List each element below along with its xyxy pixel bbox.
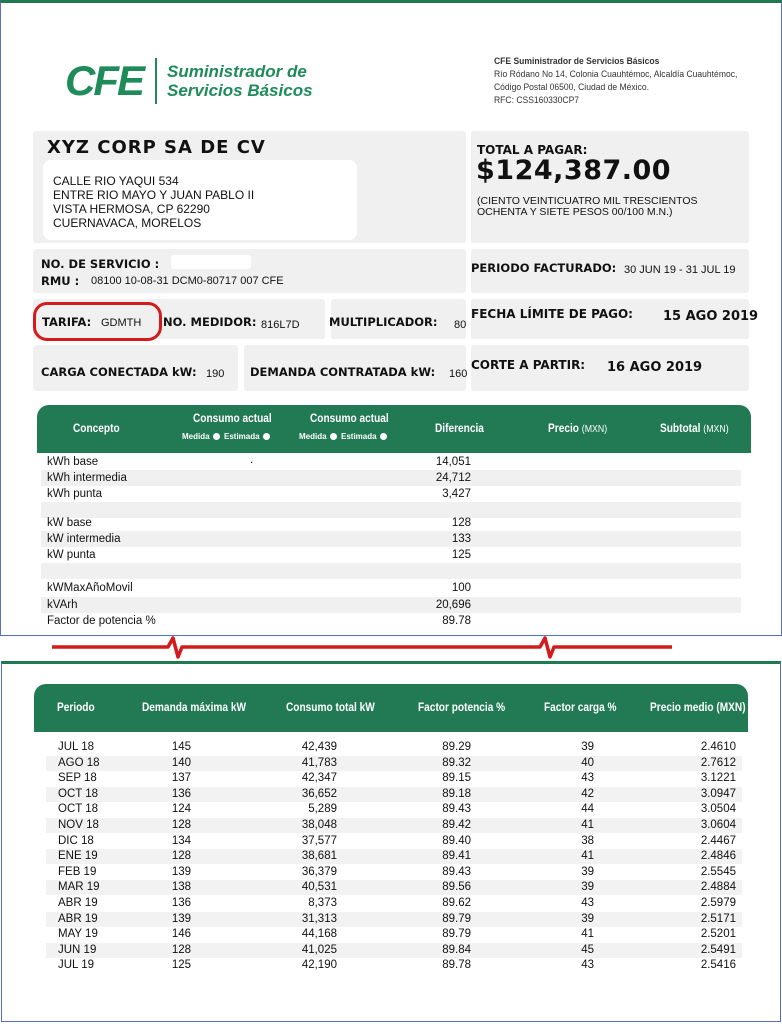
consumo-cell: 38,048 [301, 819, 337, 831]
table-row [46, 834, 742, 849]
carga-value: 190 [206, 368, 225, 380]
periodo-cell: DIC 18 [58, 834, 94, 847]
col-consumo-actual-1: Consumo actual [193, 413, 272, 425]
col-consumo-total: Consumo total kW [286, 702, 375, 714]
precio-cell: 2.5491 [700, 943, 736, 956]
demanda-cell: 136 [171, 897, 191, 909]
demanda-cell: 140 [171, 756, 191, 769]
periodo-cell: JUL 18 [58, 741, 95, 753]
col-precio: Precio (MXN) [548, 423, 608, 435]
service-number-label: NO. DE SERVICIO : [41, 257, 160, 271]
table-row [41, 597, 741, 613]
carga-cell: 44 [581, 803, 594, 816]
carga-cell: 41 [581, 850, 594, 863]
diferencia-cell: 89.78 [442, 615, 471, 627]
consumo-table-header [37, 405, 751, 453]
mark-cell: . [250, 454, 254, 466]
demanda-cell: 128 [171, 850, 191, 863]
precio-cell: 2.5201 [700, 928, 736, 941]
bill-history-section [1, 661, 781, 1022]
precio-cell: 2.4846 [700, 850, 736, 863]
diferencia-cell: 133 [451, 533, 471, 545]
carga-cell: 39 [581, 741, 594, 753]
radio-dot-icon [263, 433, 270, 440]
due-date-label: FECHA LÍMITE DE PAGO: [471, 307, 633, 321]
periodo-cell: SEP 18 [58, 772, 97, 785]
issuer-info [494, 55, 737, 107]
potencia-cell: 89.29 [442, 741, 471, 753]
demanda-cell: 137 [171, 772, 191, 785]
table-row [41, 515, 741, 531]
medidor-value: 816L7D [261, 319, 300, 331]
precio-cell: 2.4467 [700, 834, 736, 847]
rmu-label: RMU : [41, 274, 80, 288]
col-consumo-actual-2: Consumo actual [310, 413, 389, 425]
carga-cell: 43 [581, 959, 594, 972]
diferencia-cell: 3,427 [442, 488, 471, 500]
periodo-cell: ABR 19 [58, 912, 98, 925]
diferencia-cell: 24,712 [435, 472, 471, 484]
total-label: TOTAL A PAGAR: [477, 143, 588, 157]
diferencia-cell: 100 [451, 582, 471, 594]
consumo-cell: 42,347 [301, 772, 337, 785]
potencia-cell: 89.43 [442, 803, 471, 816]
period-value: 30 JUN 19 - 31 JUL 19 [624, 264, 736, 276]
table-row [46, 849, 742, 864]
concepto-cell: kW base [47, 517, 92, 529]
potencia-cell: 89.41 [442, 850, 471, 863]
logo-line-1: Suministrador de [167, 62, 307, 81]
periodo-cell: NOV 18 [58, 819, 99, 831]
periodo-cell: ENE 19 [58, 850, 98, 863]
col-periodo: Periodo [57, 702, 95, 714]
consumo-cell: 37,577 [301, 834, 337, 847]
carga-cell: 43 [581, 897, 594, 909]
demanda-cell: 139 [171, 912, 191, 925]
table-row [41, 454, 741, 470]
demanda-cell: 128 [171, 943, 191, 956]
address-line: ENTRE RIO MAYO Y JUAN PABLO II [53, 188, 255, 202]
consumo-cell: 38,681 [301, 850, 337, 863]
col-demanda-maxima: Demanda máxima kW [142, 702, 247, 714]
radio-dot-icon [213, 433, 220, 440]
concepto-cell: kWMaxAñoMovil [47, 582, 133, 594]
issuer-address-2: Código Postal 06500, Ciudad de México. [494, 82, 649, 93]
tarifa-highlight [33, 302, 162, 341]
total-in-words: (CIENTO VEINTICUATRO MIL TRESCIENTOS OCHENTA Y SIETE PESOS 00/100 M.N.) [477, 195, 698, 218]
cutoff-label: CORTE A PARTIR: [471, 358, 586, 372]
col-subtotal: Subtotal (MXN) [660, 423, 729, 435]
potencia-cell: 89.79 [442, 912, 471, 925]
table-row [46, 740, 742, 755]
multiplicador-label: MULTIPLICADOR: [329, 315, 438, 329]
consumo-cell: 41,783 [301, 756, 337, 769]
potencia-cell: 89.15 [442, 772, 471, 785]
table-row [46, 880, 742, 895]
periodo-cell: FEB 19 [58, 865, 97, 878]
service-number-redacted [171, 255, 251, 269]
multiplicador-value: 80 [454, 319, 467, 331]
col-precio-medio: Precio medio (MXN) [650, 702, 746, 714]
demanda-cell: 145 [171, 741, 191, 753]
issuer-name: CFE Suministrador de Servicios Básicos [494, 56, 660, 67]
address-line: CUERNAVACA, MORELOS [53, 216, 202, 230]
precio-cell: 2.7612 [700, 756, 736, 769]
table-row [46, 865, 742, 880]
radio-dot-icon [330, 433, 337, 440]
table-row [41, 470, 741, 486]
consumo-cell: 40,531 [301, 881, 337, 894]
demanda-cell: 134 [171, 834, 191, 847]
estimada-option-2: Estimada [341, 432, 387, 441]
demanda-cell: 124 [171, 803, 191, 816]
periodo-cell: MAY 19 [58, 928, 98, 941]
break-zigzag [52, 638, 672, 657]
table-row [41, 486, 741, 502]
col-diferencia: Diferencia [435, 423, 484, 435]
tarifa-label: TARIFA: [42, 315, 92, 329]
table-row [41, 563, 741, 579]
concepto-cell: kW intermedia [47, 533, 121, 545]
table-row [46, 787, 742, 802]
medidor-label: NO. MEDIDOR: [163, 315, 257, 329]
estimada-option-1: Estimada [224, 432, 270, 441]
potencia-cell: 89.79 [442, 928, 471, 941]
due-date-value: 15 AGO 2019 [663, 309, 759, 324]
potencia-cell: 89.43 [442, 865, 471, 878]
medida-option-1: Medida [182, 432, 220, 441]
consumo-cell: 36,379 [301, 865, 337, 878]
carga-label: CARGA CONECTADA kW: [41, 365, 197, 379]
carga-cell: 40 [581, 756, 594, 769]
precio-cell: 2.5545 [700, 865, 736, 878]
carga-cell: 39 [581, 912, 594, 925]
precio-cell: 2.5979 [700, 897, 736, 909]
customer-name: XYZ CORP SA DE CV [47, 137, 266, 158]
table-row [46, 896, 742, 911]
col-concepto: Concepto [73, 423, 120, 435]
period-label: PERIODO FACTURADO: [471, 261, 617, 275]
table-row [46, 818, 742, 833]
precio-cell: 2.4884 [700, 881, 736, 894]
precio-cell: 3.0504 [700, 803, 736, 816]
potencia-cell: 89.62 [442, 897, 471, 909]
table-row [41, 531, 741, 547]
periodo-cell: JUL 19 [58, 959, 95, 972]
issuer-address-1: Río Ródano No 14, Colonia Cuauhtémoc, Alcaldía Cuauhtémoc, [494, 69, 738, 80]
precio-cell: 2.5171 [700, 912, 736, 925]
table-row [46, 756, 742, 771]
address-line: CALLE RIO YAQUI 534 [53, 174, 179, 188]
periodo-cell: JUN 19 [58, 943, 97, 956]
consumo-cell: 31,313 [301, 912, 337, 925]
demanda-cell: 139 [171, 865, 191, 878]
periodo-cell: ABR 19 [58, 897, 98, 909]
issuer-rfc: RFC: CSS160330CP7 [494, 95, 580, 106]
demanda-cell: 128 [171, 819, 191, 831]
carga-cell: 45 [581, 943, 594, 956]
potencia-cell: 89.42 [442, 819, 471, 831]
demanda-cell: 125 [171, 959, 191, 972]
consumo-cell: 36,652 [301, 787, 337, 800]
demanda-cell: 138 [171, 881, 191, 894]
demanda-value: 160 [449, 368, 468, 380]
consumo-cell: 8,373 [308, 897, 337, 909]
periodo-cell: MAR 19 [58, 881, 100, 894]
carga-cell: 41 [581, 928, 594, 941]
precio-cell: 2.5416 [700, 959, 736, 972]
customer-address [53, 174, 254, 230]
carga-cell: 41 [581, 819, 594, 831]
cfe-logo [65, 58, 313, 104]
tarifa-value: GDMTH [101, 317, 142, 329]
consumo-cell: 5,289 [308, 803, 337, 816]
precio-cell: 3.1221 [700, 772, 736, 785]
potencia-cell: 89.18 [442, 787, 471, 800]
diferencia-cell: 14,051 [435, 456, 471, 468]
table-row [46, 912, 742, 927]
carga-cell: 43 [581, 772, 594, 785]
potencia-cell: 89.32 [442, 756, 471, 769]
table-row [46, 958, 742, 973]
concepto-cell: kW punta [47, 549, 96, 561]
radio-dot-icon [380, 433, 387, 440]
diferencia-cell: 128 [451, 517, 471, 529]
consumo-cell: 44,168 [301, 928, 337, 941]
address-line: VISTA HERMOSA, CP 62290 [53, 202, 210, 216]
periodo-cell: OCT 18 [58, 803, 99, 816]
precio-cell: 2.4610 [700, 741, 736, 753]
rmu-value: 08100 10-08-31 DCM0-80717 007 CFE [91, 275, 284, 287]
concepto-cell: kWh punta [47, 488, 102, 500]
col-factor-potencia: Factor potencia % [418, 702, 506, 714]
demanda-cell: 146 [171, 928, 191, 941]
logo-mark: CFE [65, 57, 143, 104]
concepto-cell: kVArh [47, 599, 78, 611]
page-break-line [0, 620, 782, 680]
consumo-cell: 42,190 [301, 959, 337, 972]
logo-text [167, 62, 313, 100]
carga-cell: 39 [581, 865, 594, 878]
potencia-cell: 89.56 [442, 881, 471, 894]
medida-option-2: Medida [299, 432, 337, 441]
table-row [46, 771, 742, 786]
table-row [46, 927, 742, 942]
consumo-cell: 42,439 [301, 741, 337, 753]
col-factor-carga: Factor carga % [544, 702, 617, 714]
diferencia-cell: 125 [451, 549, 471, 561]
potencia-cell: 89.40 [442, 834, 471, 847]
demanda-label: DEMANDA CONTRATADA kW: [250, 365, 436, 379]
concepto-cell: kWh intermedia [47, 472, 127, 484]
table-row [46, 943, 742, 958]
cutoff-value: 16 AGO 2019 [607, 360, 703, 375]
demanda-cell: 136 [171, 787, 191, 800]
history-table-header [34, 684, 748, 732]
table-row [46, 802, 742, 817]
carga-cell: 39 [581, 881, 594, 894]
total-amount: $124,387.00 [476, 155, 672, 186]
diferencia-cell: 20,696 [435, 599, 471, 611]
precio-cell: 3.0604 [700, 819, 736, 831]
logo-line-2: Servicios Básicos [167, 81, 313, 100]
potencia-cell: 89.84 [442, 943, 471, 956]
consumo-cell: 41,025 [301, 943, 337, 956]
table-row [41, 580, 741, 596]
periodo-cell: AGO 18 [58, 756, 100, 769]
potencia-cell: 89.78 [442, 959, 471, 972]
concepto-cell: kWh base [47, 456, 99, 468]
precio-cell: 3.0947 [700, 787, 736, 800]
logo-divider [155, 58, 157, 104]
carga-cell: 42 [581, 787, 594, 800]
concepto-cell: Factor de potencia % [47, 615, 156, 627]
carga-cell: 38 [581, 834, 594, 847]
table-row [41, 547, 741, 563]
periodo-cell: OCT 18 [58, 787, 99, 800]
